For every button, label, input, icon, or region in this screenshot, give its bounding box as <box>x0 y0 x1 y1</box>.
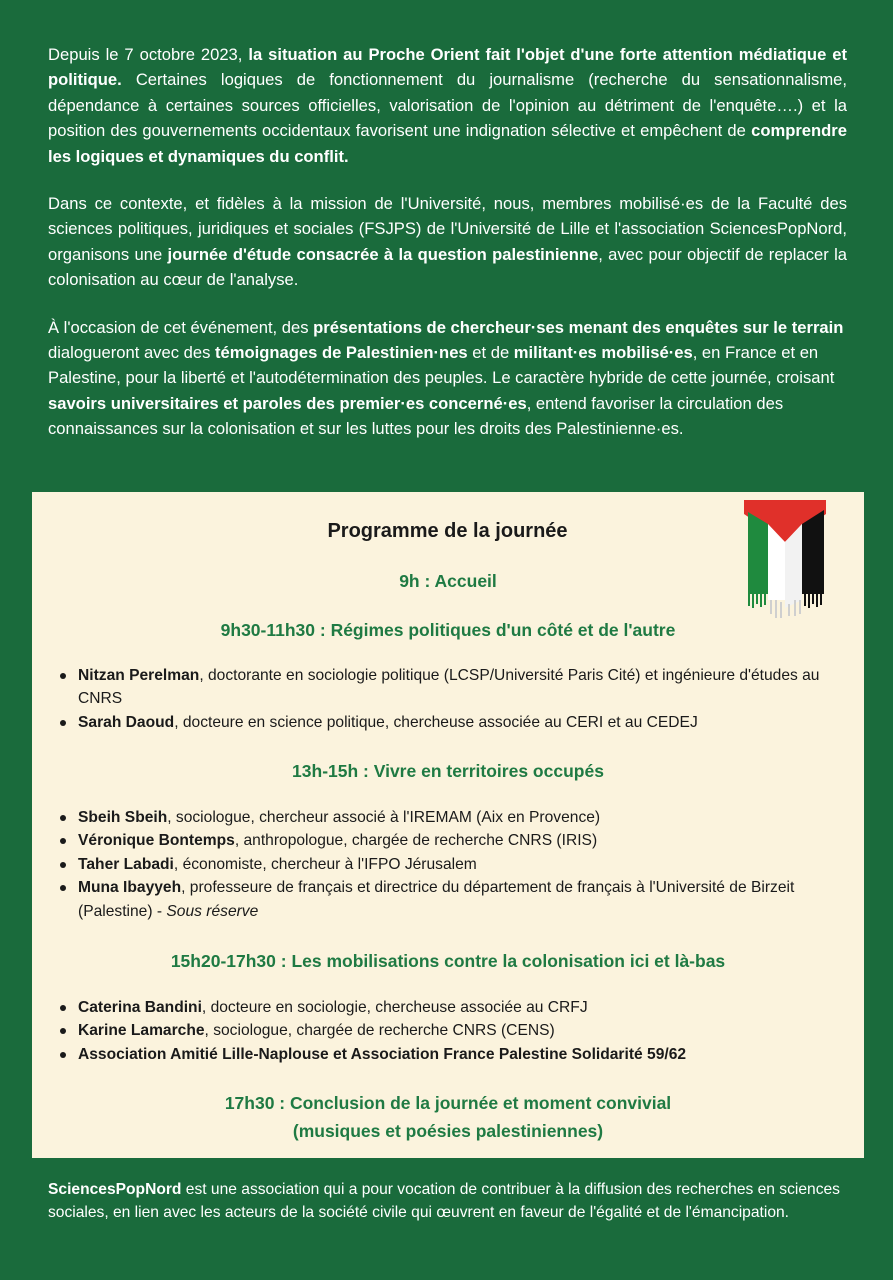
slot-regimes-politiques: 9h30-11h30 : Régimes politiques d'un côté et de l'autre <box>220 620 676 640</box>
speaker-list-session-2 <box>54 806 844 923</box>
slot-territoires-occupes: 13h-15h : Vivre en territoires occupés <box>292 761 604 781</box>
list-item: Caterina Bandini, docteure en sociologie, chercheuse associée au CRFJ <box>54 996 844 1019</box>
intro-text <box>48 42 847 464</box>
list-item: Véronique Bontemps, anthropologue, chargée de recherche CNRS (IRIS) <box>54 829 844 852</box>
slot-mobilisations: 15h20-17h30 : Les mobilisations contre la colonisation ici et là-bas <box>170 951 726 971</box>
list-item: Karine Lamarche, sociologue, chargée de recherche CNRS (CENS) <box>54 1019 844 1042</box>
slot-conclusion-line-2: (musiques et poésies palestiniennes) <box>292 1121 604 1141</box>
list-item: Association Amitié Lille-Naplouse et Association France Palestine Solidarité 59/62 <box>54 1043 844 1066</box>
speaker-list-session-1 <box>54 664 844 734</box>
intro-paragraph-2: Dans ce contexte, et fidèles à la mission de l'Université, nous, membres mobilisé·es de la Faculté des sciences politiques, juridiques et sociales (FSJPS) de l'Université de Lille et l'association SciencesPopNord, organisons une journée d'étude consacrée à la question palestinienne, avec pour objectif de replacer la colonisation au cœur de l'analyse. <box>48 194 847 290</box>
intro-paragraph-3: À l'occasion de cet événement, des présentations de chercheur·ses menant des enquêtes sur le terrain dialogueront avec des témoignages de Palestinien·nes et de militant·es mobilisé·es, en France et en Palestine, pour la liberté et l'autodétermination des peuples. Le caractère hybride de cette journée, croisant savoirs universitaires et paroles des premier·es concerné·es, entend favoriser la circulation des connaissances sur la colonisation et sur les luttes pour les droits des Palestinienne·es. <box>48 317 844 439</box>
list-item: Nitzan Perelman, doctorante en sociologie politique (LCSP/Université Paris Cité) et ingénieure d'études au CNRS <box>54 664 844 711</box>
slot-conclusion <box>32 1089 864 1145</box>
speaker-list-session-3 <box>54 996 844 1066</box>
list-item: Taher Labadi, économiste, chercheur à l'IFPO Jérusalem <box>54 853 844 876</box>
list-item: Muna Ibayyeh, professeure de français et directrice du département de français à l'Université de Birzeit (Palestine) - Sous réserve <box>54 876 844 923</box>
slot-accueil: 9h : Accueil <box>399 571 497 591</box>
slot-conclusion-line-1: 17h30 : Conclusion de la journée et moment convivial <box>224 1093 672 1113</box>
intro-paragraph-1: Depuis le 7 octobre 2023, la situation au Proche Orient fait l'objet d'une forte attention médiatique et politique. Certaines logiques de fonctionnement du journalisme (recherche du sensationnalisme, dépendance à certaines sources officielles, valorisation de l'opinion au détriment de l'enquête….) et la position des gouvernements occidentaux favorisent une indignation sélective et empêchent de comprendre les logiques et dynamiques du conflit. <box>48 45 847 166</box>
programme-title: Programme de la journée <box>327 520 568 542</box>
list-item: Sarah Daoud, docteure en science politique, chercheuse associée au CERI et au CEDEJ <box>54 711 844 734</box>
list-item: Sbeih Sbeih, sociologue, chercheur associé à l'IREMAM (Aix en Provence) <box>54 806 844 829</box>
association-description: SciencesPopNord est une association qui a pour vocation de contribuer à la diffusion des recherches en sciences sociales, en lien avec les acteurs de la société civile qui œuvrent en faveur de l'égalité et de l'émancipation. <box>48 1181 840 1222</box>
association-name: SciencesPopNord <box>48 1181 182 1198</box>
